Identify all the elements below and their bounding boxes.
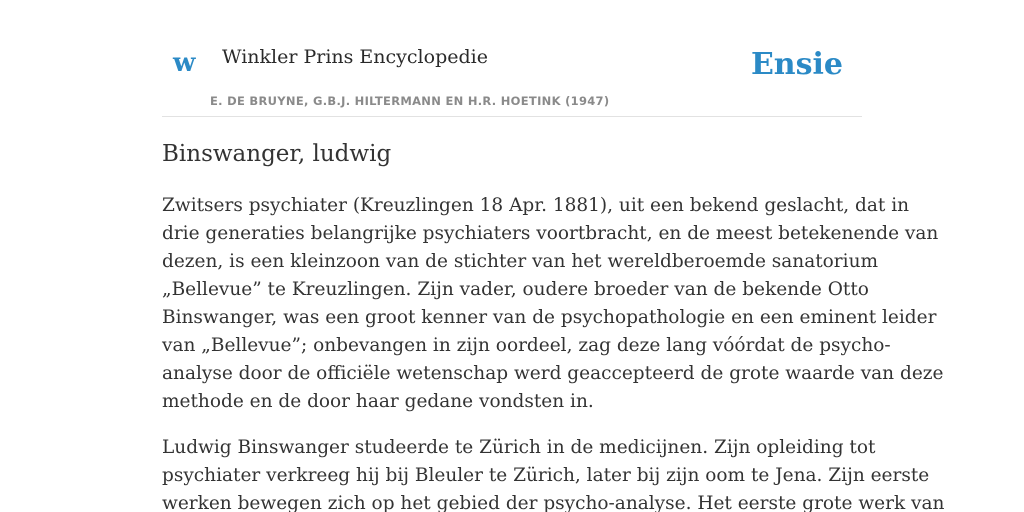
site-header <box>162 0 862 117</box>
text-line: Zwitsers psychiater (Kreuzlingen 18 Apr. 1881), uit een bekend geslacht, dat in <box>162 195 910 216</box>
text-line: Binswanger, was een groot kenner van de psychopathologie en een eminent leider <box>162 307 937 328</box>
text-line: „Bellevue” te Kreuzlingen. Zijn vader, oudere broeder van de bekende Otto <box>162 279 869 300</box>
text-line: analyse door de officiële wetenschap werd geaccepteerd de grote waarde van deze <box>162 363 944 384</box>
article-body <box>162 192 945 512</box>
source-title-link[interactable]: Winkler Prins Encyclopedie <box>222 46 488 68</box>
article-title: Binswanger, ludwig <box>162 141 392 167</box>
text-line: methode en de door haar gedane vondsten in. <box>162 391 594 412</box>
paragraph <box>162 434 945 512</box>
text-line: Ludwig Binswanger studeerde te Zürich in de medicijnen. Zijn opleiding tot <box>162 437 876 458</box>
winkler-prins-logo[interactable]: w <box>173 48 196 78</box>
text-line: van „Bellevue”; onbevangen in zijn oordeel, zag deze lang vóórdat de psycho- <box>162 335 891 356</box>
text-line: psychiater verkreeg hij bij Bleuler te Zürich, later bij zijn oom te Jena. Zijn eerste <box>162 465 930 486</box>
source-authors: E. DE BRUYNE, G.B.J. HILTERMANN EN H.R. HOETINK (1947) <box>210 94 610 108</box>
text-line: dezen, is een kleinzoon van de stichter van het wereldberoemde sanatorium <box>162 251 879 272</box>
paragraph <box>162 192 944 416</box>
text-line: werken bewegen zich op het gebied der psycho-analyse. Het eerste grote werk van <box>162 493 945 512</box>
text-line: drie generaties belangrijke psychiaters voortbracht, en de meest betekenende van <box>162 223 939 244</box>
ensie-brand-logo[interactable]: Ensie <box>750 47 843 82</box>
